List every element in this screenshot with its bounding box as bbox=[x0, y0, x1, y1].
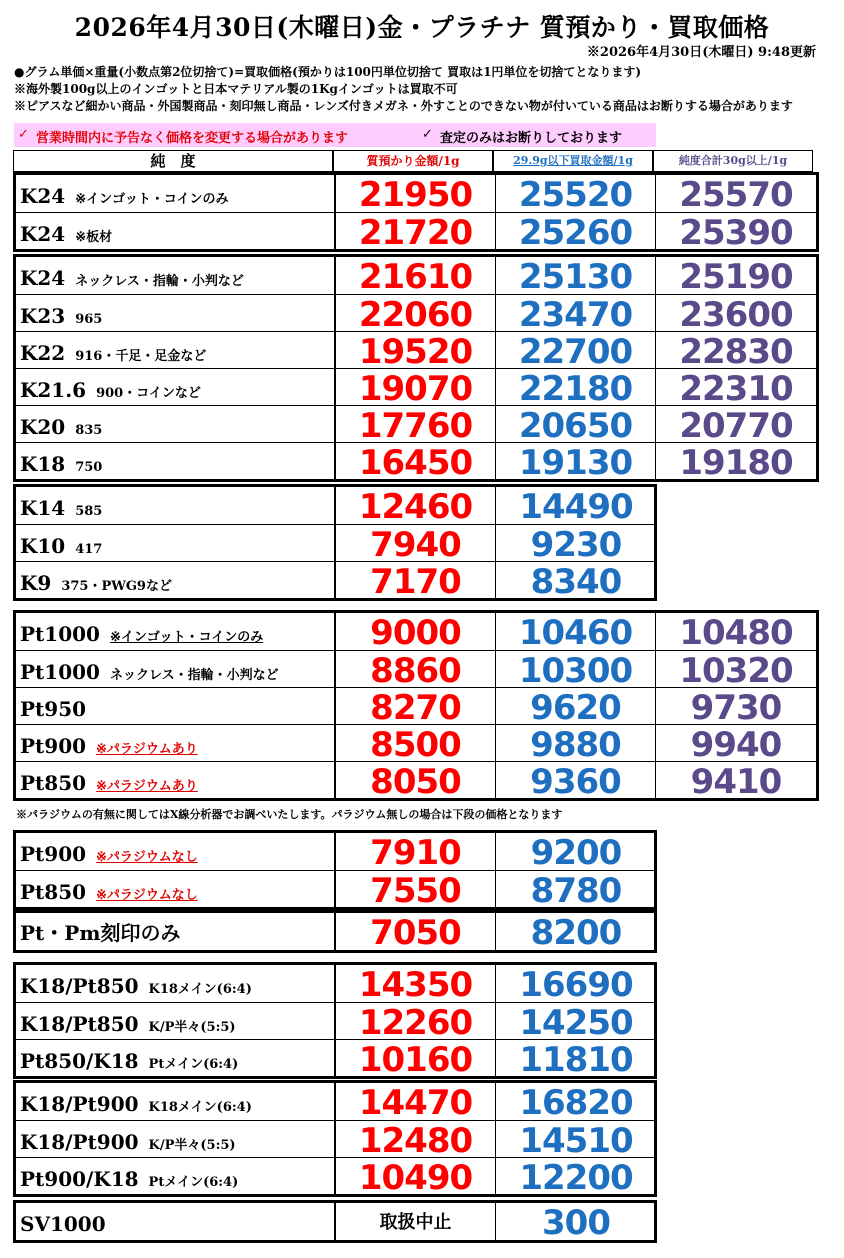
warning-banner bbox=[14, 123, 656, 147]
grade-cell bbox=[16, 562, 336, 599]
grade-note: ※インゴット・コインのみ bbox=[109, 630, 264, 645]
pawn-price: 8860 bbox=[370, 651, 461, 691]
grade-cell bbox=[16, 913, 336, 950]
grade-name: K9 bbox=[20, 571, 52, 595]
price-row bbox=[16, 687, 816, 728]
over30-price: 20770 bbox=[679, 406, 793, 446]
pawn-price-cell bbox=[336, 871, 496, 911]
under30-price-cell bbox=[496, 762, 656, 802]
under30-price-cell bbox=[496, 443, 656, 483]
price-row bbox=[16, 724, 816, 765]
grade-label bbox=[20, 880, 198, 904]
grade-name: K21.6 bbox=[20, 378, 87, 402]
pawn-price-cell bbox=[336, 913, 496, 953]
grade-cell bbox=[16, 613, 336, 650]
under30-price-cell bbox=[496, 613, 656, 653]
grade-label bbox=[20, 452, 102, 476]
over30-price: 10480 bbox=[679, 613, 793, 653]
pawn-price-cell bbox=[336, 175, 496, 215]
pawn-price: 7910 bbox=[370, 833, 461, 873]
under30-price: 300 bbox=[542, 1203, 610, 1243]
under30-price-cell bbox=[496, 651, 656, 691]
over30-price-cell bbox=[656, 406, 816, 446]
grade-name: K18/Pt850 bbox=[20, 1012, 139, 1036]
header-over30: 純度合計30g以上/1g bbox=[653, 150, 813, 172]
over30-price: 9410 bbox=[690, 762, 782, 802]
page-title: 2026年4月30日(木曜日)金・プラチナ 質預かり・買取価格 bbox=[74, 13, 770, 42]
header-grade: 純 度 bbox=[13, 150, 333, 172]
grade-label bbox=[20, 1130, 236, 1154]
grade-label bbox=[20, 341, 206, 365]
pawn-price: 8050 bbox=[370, 762, 461, 802]
under30-price-cell bbox=[496, 688, 656, 728]
under30-price-cell bbox=[496, 1158, 656, 1198]
grade-label bbox=[20, 974, 252, 998]
under30-price-cell bbox=[496, 1203, 656, 1243]
grade-label bbox=[20, 304, 102, 328]
price-row bbox=[16, 613, 816, 653]
grade-note: ※パラジウムなし bbox=[96, 888, 198, 903]
price-row bbox=[16, 1083, 654, 1123]
over30-price: 10320 bbox=[679, 651, 793, 691]
grade-note: 417 bbox=[75, 542, 103, 557]
pawn-price: 8270 bbox=[370, 688, 461, 728]
price-group bbox=[13, 610, 819, 801]
grade-label bbox=[20, 842, 198, 866]
under30-price: 10300 bbox=[518, 651, 633, 691]
under30-price-cell bbox=[496, 295, 656, 335]
grade-name: K18/Pt850 bbox=[20, 974, 139, 998]
note-line: ※ピアスなど細かい商品・外国製商品・刻印無し商品・レンズ付きメガネ・外すことのできない物が付いている商品はお断りする場合があります bbox=[14, 99, 793, 113]
check-icon: ✓ bbox=[422, 127, 433, 142]
pawn-price-cell bbox=[336, 1158, 496, 1198]
under30-price: 20650 bbox=[518, 406, 633, 446]
under30-price: 9230 bbox=[530, 525, 622, 565]
over30-price-cell bbox=[656, 295, 816, 335]
under30-price-cell bbox=[496, 725, 656, 765]
pawn-price-cell bbox=[336, 1040, 496, 1080]
price-group bbox=[13, 254, 819, 482]
header-under30: 29.9g以下買取金額/1g bbox=[493, 150, 653, 172]
grade-cell bbox=[16, 443, 336, 480]
pawn-price-cell bbox=[336, 525, 496, 565]
grade-cell bbox=[16, 1040, 336, 1077]
grade-note: K/P半々(5:5) bbox=[148, 1020, 236, 1035]
pawn-price: 8500 bbox=[370, 725, 461, 765]
under30-price-cell bbox=[496, 369, 656, 409]
price-row bbox=[16, 212, 816, 253]
grade-note: 585 bbox=[75, 504, 103, 519]
grade-name: Pt900 bbox=[20, 842, 87, 866]
grade-name: Pt950 bbox=[20, 697, 87, 721]
price-group bbox=[13, 172, 819, 252]
over30-price-cell bbox=[656, 257, 816, 297]
header-pawn: 質預かり金額/1g bbox=[333, 150, 493, 172]
price-row bbox=[16, 257, 816, 297]
under30-price-cell bbox=[496, 871, 656, 911]
grade-cell bbox=[16, 487, 336, 524]
grade-name: SV1000 bbox=[20, 1212, 106, 1236]
pawn-price-cell bbox=[336, 295, 496, 335]
pawn-price-cell bbox=[336, 406, 496, 446]
over30-price: 9730 bbox=[690, 688, 782, 728]
grade-note: 750 bbox=[75, 460, 103, 475]
under30-price: 25520 bbox=[518, 175, 633, 215]
under30-price: 25260 bbox=[518, 213, 633, 253]
pawn-price: 21950 bbox=[358, 175, 473, 215]
grade-note: 900・コインなど bbox=[96, 386, 201, 401]
pawn-price-cell bbox=[336, 332, 496, 372]
over30-price-cell bbox=[656, 369, 816, 409]
under30-price-cell bbox=[496, 833, 656, 873]
pawn-price-cell bbox=[336, 213, 496, 253]
grade-cell bbox=[16, 332, 336, 369]
grade-cell bbox=[16, 651, 336, 688]
check-icon: ✓ bbox=[18, 127, 29, 142]
price-row bbox=[16, 965, 654, 1005]
over30-price: 9940 bbox=[690, 725, 782, 765]
pawn-price: 19070 bbox=[358, 369, 473, 409]
price-row bbox=[16, 1157, 654, 1198]
price-group bbox=[13, 1200, 657, 1243]
grade-cell bbox=[16, 1083, 336, 1120]
over30-price: 25390 bbox=[679, 213, 793, 253]
pawn-price-cell bbox=[336, 688, 496, 728]
under30-price: 23470 bbox=[518, 295, 633, 335]
grade-note: Ptメイン(6:4) bbox=[148, 1175, 239, 1190]
pawn-price: 10160 bbox=[358, 1040, 473, 1080]
price-row bbox=[16, 561, 654, 602]
palladium-note: ※パラジウムの有無に関してはX線分析器でお調べいたします。パラジウム無しの場合は下段の価格となります bbox=[16, 808, 563, 821]
grade-cell bbox=[16, 175, 336, 212]
pawn-price: 14350 bbox=[358, 965, 473, 1005]
under30-price: 9360 bbox=[530, 762, 621, 802]
grade-label bbox=[20, 534, 102, 558]
over30-price-cell bbox=[656, 725, 816, 765]
grade-cell bbox=[16, 369, 336, 406]
under30-price: 9200 bbox=[530, 833, 622, 873]
grade-label bbox=[20, 1167, 238, 1191]
under30-price: 14490 bbox=[519, 487, 633, 527]
grade-cell bbox=[16, 1158, 336, 1195]
pawn-price: 12260 bbox=[358, 1003, 473, 1043]
grade-note: ※パラジウムあり bbox=[96, 742, 198, 757]
grade-name: Pt900/K18 bbox=[20, 1167, 139, 1191]
price-group bbox=[13, 962, 657, 1079]
grade-note: K18メイン(6:4) bbox=[148, 982, 252, 997]
pawn-price-cell bbox=[336, 725, 496, 765]
over30-price-cell bbox=[656, 443, 816, 483]
grade-label bbox=[20, 917, 180, 946]
under30-price: 14250 bbox=[519, 1003, 633, 1043]
status-text: 取扱中止 bbox=[379, 1212, 452, 1233]
pawn-price: 21720 bbox=[358, 213, 473, 253]
pawn-price: 7940 bbox=[370, 525, 461, 565]
grade-cell bbox=[16, 525, 336, 562]
pawn-price: 16450 bbox=[358, 443, 473, 483]
price-row bbox=[16, 913, 654, 953]
grade-label bbox=[20, 697, 86, 721]
pawn-price-cell bbox=[336, 369, 496, 409]
grade-cell bbox=[16, 1121, 336, 1158]
grade-note: Ptメイン(6:4) bbox=[148, 1057, 239, 1072]
warning-price-change: 営業時間内に予告なく価格を変更する場合があります bbox=[36, 131, 349, 146]
grade-label bbox=[20, 415, 102, 439]
pawn-price-cell bbox=[336, 257, 496, 297]
price-row bbox=[16, 1203, 654, 1243]
grade-cell bbox=[16, 213, 336, 250]
grade-label bbox=[20, 266, 244, 290]
grade-label bbox=[20, 1049, 238, 1073]
under30-price-cell bbox=[496, 525, 656, 565]
under30-price-cell bbox=[496, 332, 656, 372]
under30-price-cell bbox=[496, 487, 656, 527]
under30-price-cell bbox=[496, 175, 656, 215]
grade-name: K22 bbox=[20, 341, 66, 365]
pawn-price-cell bbox=[336, 562, 496, 602]
pawn-price: 9000 bbox=[370, 613, 461, 653]
under30-price: 16690 bbox=[519, 965, 633, 1005]
grade-note: ※板材 bbox=[75, 230, 113, 245]
grade-note: 835 bbox=[75, 423, 103, 438]
price-row bbox=[16, 368, 816, 409]
under30-price: 22700 bbox=[518, 332, 633, 372]
grade-name: Pt850 bbox=[20, 880, 87, 904]
over30-price-cell bbox=[656, 651, 816, 691]
notes bbox=[14, 64, 834, 115]
grade-name: K18/Pt900 bbox=[20, 1130, 139, 1154]
over30-price-cell bbox=[656, 613, 816, 653]
grade-name: Pt1000 bbox=[20, 660, 100, 684]
grade-label bbox=[20, 1012, 236, 1036]
grade-label bbox=[20, 660, 279, 684]
over30-price: 22310 bbox=[679, 369, 793, 409]
grade-cell bbox=[16, 725, 336, 762]
price-group bbox=[13, 484, 657, 601]
price-row bbox=[16, 405, 816, 446]
under30-price: 10460 bbox=[518, 613, 633, 653]
under30-price: 12200 bbox=[519, 1158, 633, 1198]
price-row bbox=[16, 331, 816, 372]
grade-note: ※パラジウムあり bbox=[96, 779, 198, 794]
updated-timestamp: ※2026年4月30日(木曜日) 9:48更新 bbox=[586, 45, 816, 60]
grade-name: K20 bbox=[20, 415, 66, 439]
price-row bbox=[16, 870, 654, 911]
under30-price: 11810 bbox=[519, 1040, 633, 1080]
under30-price: 9880 bbox=[530, 725, 621, 765]
pawn-price: 21610 bbox=[358, 257, 473, 297]
grade-label bbox=[20, 622, 263, 646]
grade-note: ※パラジウムなし bbox=[96, 850, 198, 865]
grade-name: K24 bbox=[20, 222, 66, 246]
price-group bbox=[13, 910, 657, 953]
price-row bbox=[16, 175, 816, 215]
grade-name: K24 bbox=[20, 184, 66, 208]
grade-note: 916・千足・足金など bbox=[75, 349, 207, 364]
grade-name: Pt1000 bbox=[20, 622, 100, 646]
grade-cell bbox=[16, 762, 336, 799]
pawn-price: 10490 bbox=[358, 1158, 473, 1198]
grade-name: Pt850 bbox=[20, 771, 87, 795]
grade-note: K18メイン(6:4) bbox=[148, 1100, 252, 1115]
grade-label bbox=[20, 496, 102, 520]
grade-name: K18/Pt900 bbox=[20, 1092, 139, 1116]
grade-name: K14 bbox=[20, 496, 66, 520]
price-group bbox=[13, 830, 657, 910]
over30-price: 25570 bbox=[679, 175, 793, 215]
over30-price-cell bbox=[656, 213, 816, 253]
under30-price: 14510 bbox=[519, 1121, 633, 1161]
grade-label bbox=[20, 771, 198, 795]
over30-price-cell bbox=[656, 175, 816, 215]
under30-price: 8340 bbox=[530, 562, 622, 602]
under30-price-cell bbox=[496, 965, 656, 1005]
pawn-price: 14470 bbox=[358, 1083, 473, 1123]
under30-price-cell bbox=[496, 1121, 656, 1161]
grade-note: 375・PWG9など bbox=[61, 579, 172, 594]
grade-name: K10 bbox=[20, 534, 66, 558]
grade-label bbox=[20, 222, 112, 246]
price-row bbox=[16, 833, 654, 873]
over30-price: 22830 bbox=[679, 332, 793, 372]
grade-name: K23 bbox=[20, 304, 66, 328]
over30-price-cell bbox=[656, 332, 816, 372]
grade-cell bbox=[16, 871, 336, 908]
under30-price-cell bbox=[496, 1040, 656, 1080]
grade-label bbox=[20, 1092, 252, 1116]
grade-note: 965 bbox=[75, 312, 103, 327]
grade-cell bbox=[16, 1203, 336, 1240]
grade-name: Pt850/K18 bbox=[20, 1049, 139, 1073]
pawn-price: 22060 bbox=[358, 295, 473, 335]
pawn-price-cell bbox=[336, 1083, 496, 1123]
pawn-price: 17760 bbox=[358, 406, 473, 446]
under30-price-cell bbox=[496, 1003, 656, 1043]
pawn-price: 19520 bbox=[358, 332, 473, 372]
pawn-price-cell bbox=[336, 613, 496, 653]
grade-name: K18 bbox=[20, 452, 66, 476]
pawn-price-cell bbox=[336, 1003, 496, 1043]
price-row bbox=[16, 487, 654, 527]
pawn-price-cell bbox=[336, 443, 496, 483]
pawn-price-cell bbox=[336, 651, 496, 691]
price-row bbox=[16, 1120, 654, 1161]
under30-price: 8200 bbox=[530, 913, 622, 953]
grade-cell bbox=[16, 688, 336, 725]
pawn-price-cell bbox=[336, 1121, 496, 1161]
pawn-price-cell bbox=[336, 965, 496, 1005]
under30-price-cell bbox=[496, 562, 656, 602]
price-row bbox=[16, 1039, 654, 1080]
price-group bbox=[13, 1080, 657, 1197]
under30-price: 16820 bbox=[519, 1083, 633, 1123]
grade-note: ※インゴット・コインのみ bbox=[75, 192, 229, 207]
grade-label bbox=[20, 378, 201, 402]
pawn-price-cell bbox=[336, 762, 496, 802]
grade-cell bbox=[16, 965, 336, 1002]
grade-name: K24 bbox=[20, 266, 66, 290]
grade-label bbox=[20, 571, 172, 595]
note-line: ●グラム単価×重量(小数点第2位切捨て)=買取価格(預かりは100円単位切捨て 買取は1円単位を切捨てとなります) bbox=[14, 65, 642, 79]
grade-note: K/P半々(5:5) bbox=[148, 1138, 236, 1153]
under30-price: 22180 bbox=[518, 369, 633, 409]
pawn-price: 12480 bbox=[358, 1121, 473, 1161]
under30-price-cell bbox=[496, 1083, 656, 1123]
over30-price: 19180 bbox=[679, 443, 793, 483]
grade-cell bbox=[16, 406, 336, 443]
pawn-price: 12460 bbox=[358, 487, 473, 527]
note-line: ※海外製100g以上のインゴットと日本マテリアル製の1Kgインゴットは買取不可 bbox=[14, 82, 458, 96]
pawn-price-cell bbox=[336, 833, 496, 873]
under30-price: 25130 bbox=[518, 257, 633, 297]
price-row bbox=[16, 761, 816, 802]
under30-price: 8780 bbox=[530, 871, 622, 911]
over30-price-cell bbox=[656, 688, 816, 728]
pawn-price-cell bbox=[336, 1203, 496, 1240]
grade-label bbox=[20, 1212, 106, 1236]
price-row bbox=[16, 650, 816, 691]
grade-label bbox=[20, 734, 198, 758]
grade-note: ネックレス・指輪・小判など bbox=[109, 668, 279, 683]
pawn-price: 7050 bbox=[370, 913, 461, 953]
pawn-price: 7550 bbox=[370, 871, 461, 911]
over30-price: 23600 bbox=[679, 295, 793, 335]
price-row bbox=[16, 442, 816, 483]
grade-cell bbox=[16, 833, 336, 870]
price-row bbox=[16, 524, 654, 565]
under30-price-cell bbox=[496, 406, 656, 446]
price-row bbox=[16, 294, 816, 335]
under30-price: 9620 bbox=[530, 688, 621, 728]
pawn-price-cell bbox=[336, 487, 496, 527]
over30-price-cell bbox=[656, 762, 816, 802]
under30-price-cell bbox=[496, 257, 656, 297]
under30-price: 19130 bbox=[518, 443, 633, 483]
under30-price-cell bbox=[496, 213, 656, 253]
price-row bbox=[16, 1002, 654, 1043]
grade-cell bbox=[16, 257, 336, 294]
grade-note: ネックレス・指輪・小判など bbox=[75, 274, 244, 289]
warning-appraisal-only: 査定のみはお断りしております bbox=[440, 131, 623, 146]
grade-name: Pt・Pm刻印のみ bbox=[20, 921, 181, 945]
under30-price-cell bbox=[496, 913, 656, 953]
pawn-price: 7170 bbox=[370, 562, 461, 602]
over30-price: 25190 bbox=[679, 257, 793, 297]
grade-name: Pt900 bbox=[20, 734, 87, 758]
grade-cell bbox=[16, 1003, 336, 1040]
grade-cell bbox=[16, 295, 336, 332]
grade-label bbox=[20, 184, 228, 208]
